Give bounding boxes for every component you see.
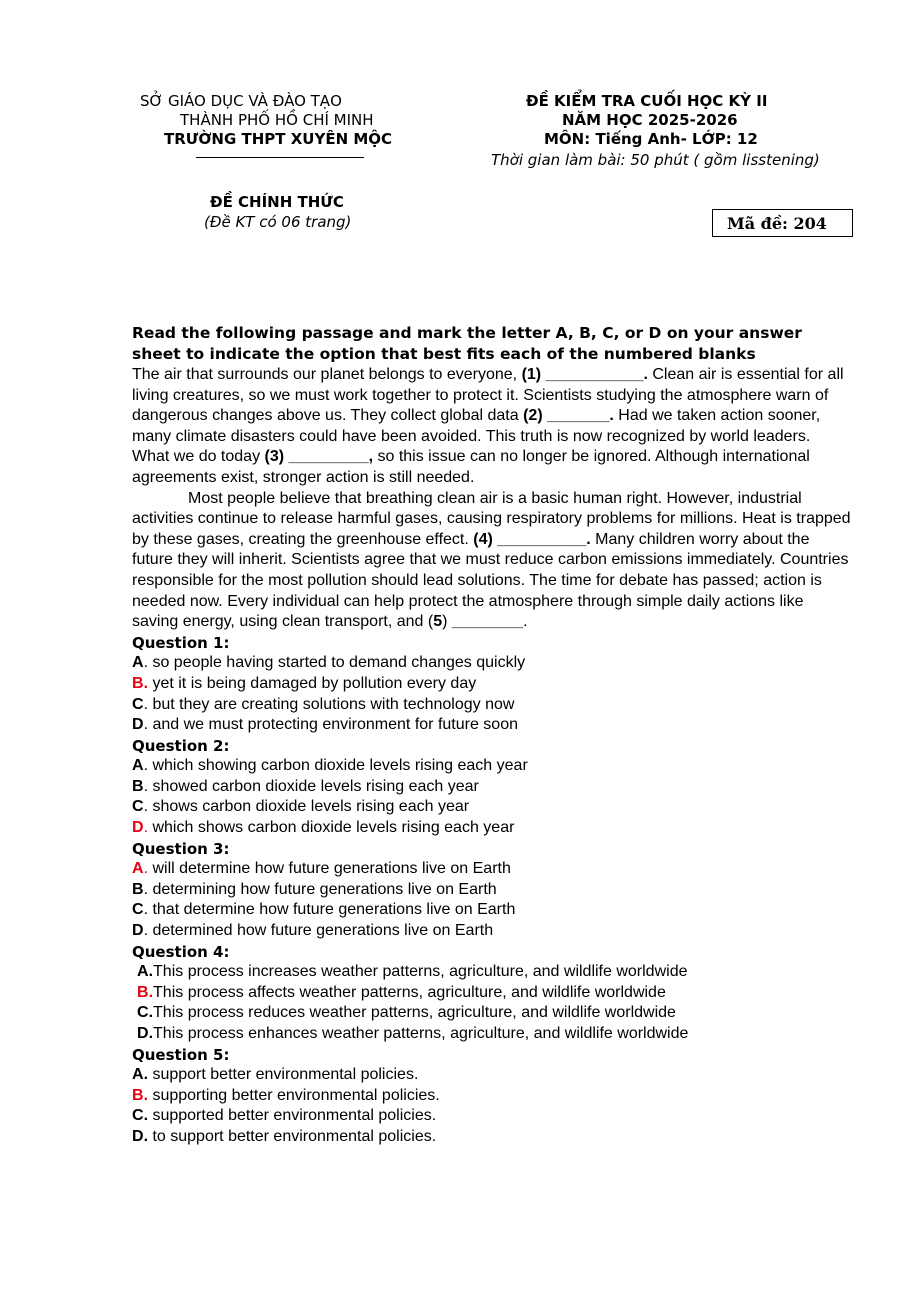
answer-option-d [132, 818, 852, 839]
blank-5-number: 5 [433, 613, 443, 631]
option-separator: . [143, 674, 149, 692]
exam-title: ĐỀ KIỂM TRA CUỐI HỌC KỲ II [526, 92, 768, 110]
option-separator: . [143, 880, 149, 898]
option-letter: B [132, 880, 144, 898]
option-letter: A [132, 757, 144, 775]
option-separator: . [143, 1127, 149, 1145]
option-text: determining how future generations live on Earth [148, 880, 497, 898]
answer-option-d [132, 1127, 852, 1148]
option-text: and we must protecting environment for future soon [148, 716, 518, 734]
option-letter: A [137, 963, 149, 981]
passage-text: . [523, 613, 528, 631]
option-text: This process increases weather patterns, agriculture, and wildlife worldwide [153, 963, 688, 981]
question-title: Question 1: [132, 633, 230, 652]
option-text: will determine how future generations live on Earth [148, 860, 511, 878]
option-text: yet it is being damaged by pollution every day [148, 674, 477, 692]
option-text: This process reduces weather patterns, agriculture, and wildlife worldwide [153, 1004, 676, 1022]
option-letter: C [132, 1107, 144, 1125]
option-text: but they are creating solutions with technology now [148, 695, 515, 713]
answer-option-a [132, 962, 852, 983]
answer-option-b [132, 983, 852, 1004]
city-name: THÀNH PHỐ HỒ CHÍ MINH [180, 111, 374, 129]
passage-paragraph-2 [132, 489, 852, 633]
answer-option-c [132, 1003, 852, 1024]
exam-content [132, 323, 852, 1148]
option-letter: B [137, 983, 149, 1001]
exam-code-box: Mã đề: 204 [712, 209, 853, 237]
option-letter: C [132, 901, 144, 919]
option-text: This process enhances weather patterns, agriculture, and wildlife worldwide [153, 1025, 689, 1042]
option-text: This process affects weather patterns, agriculture, and wildlife worldwide [153, 983, 666, 1001]
question-title: Question 3: [132, 839, 230, 858]
option-separator: . [143, 1107, 149, 1125]
option-letter: D [137, 1025, 149, 1042]
option-separator: . [143, 798, 149, 816]
option-text: showed carbon dioxide levels rising each year [148, 777, 479, 795]
option-letter: A [132, 654, 144, 672]
option-letter: B [132, 674, 144, 692]
option-separator: . [143, 901, 149, 919]
question-list [132, 633, 852, 1148]
answer-option-d [132, 1024, 852, 1045]
answer-option-c [132, 900, 852, 921]
option-text: shows carbon dioxide levels rising each year [148, 798, 470, 816]
option-letter: C [132, 798, 144, 816]
header-divider [196, 157, 364, 158]
answer-option-d [132, 715, 852, 736]
option-separator: . [143, 757, 149, 775]
blank-4: (4) __________. [473, 530, 591, 548]
option-letter: B [132, 1086, 144, 1104]
option-letter: B [132, 777, 144, 795]
school-name: TRƯỜNG THPT XUYÊN MỘC [164, 130, 393, 148]
question-title: Question 4: [132, 942, 230, 961]
passage-text: Most people believe that breathing clean air is a basic human right. However, industrial activities continue to release harmful gases, causing respiratory problems for millions. Heat is trapped by these gases, creating the greenhouse effect. [132, 489, 851, 548]
time-note: Thời gian làm bài: 50 phút ( gồm lisstening) [491, 151, 820, 169]
passage-text: Many children worry about the future they will inherit. Scientists agree that we must reduce carbon emissions immediately. Countries responsible for the most pollution should lead solutions. The time for debate has passed; action is needed now. Every individual can help protect the atmosphere through simple daily actions like saving energy, using clean transport, and ( [132, 530, 849, 631]
blank-5: ________ [451, 613, 524, 631]
option-letter: C [137, 1004, 149, 1022]
answer-option-c [132, 1106, 852, 1127]
option-text: determined how future generations live on Earth [148, 922, 494, 940]
option-letter: D [132, 716, 144, 734]
answer-option-a [132, 859, 852, 880]
option-separator: . [143, 860, 149, 878]
answer-option-a [132, 1065, 852, 1086]
passage-text: ) [442, 613, 452, 631]
answer-option-b [132, 1086, 852, 1107]
option-letter: D [132, 1127, 144, 1145]
pages-note: (Đề KT có 06 trang) [204, 213, 352, 231]
option-text: so people having started to demand changes quickly [148, 654, 526, 672]
option-separator: . [148, 963, 154, 981]
option-text: which shows carbon dioxide levels rising each year [148, 819, 515, 837]
option-text: to support better environmental policies. [148, 1127, 437, 1145]
instruction: Read the following passage and mark the letter A, B, C, or D on your answer sheet to indicate the option that best fits each of the numbered blanks [132, 324, 802, 363]
option-separator: . [143, 695, 149, 713]
blank-2: (2) _______. [523, 407, 614, 425]
option-letter: D [132, 819, 144, 837]
department-name: SỞ GIÁO DỤC VÀ ĐÀO TẠO [140, 92, 342, 110]
blank-3: (3) _________, [264, 448, 374, 466]
answer-option-b [132, 674, 852, 695]
option-separator: . [148, 1025, 154, 1042]
answer-option-b [132, 880, 852, 901]
official-label: ĐỀ CHÍNH THỨC [210, 193, 344, 211]
option-text: supported better environmental policies. [148, 1107, 437, 1125]
option-text: supporting better environmental policies. [148, 1086, 440, 1104]
option-separator: . [143, 777, 149, 795]
answer-option-b [132, 777, 852, 798]
option-letter: A [132, 860, 144, 878]
option-separator: . [143, 922, 149, 940]
option-separator: . [143, 1086, 149, 1104]
passage-text: The air that surrounds our planet belongs to everyone, [132, 366, 522, 383]
answer-option-a [132, 653, 852, 674]
blank-1: (1) ___________. [521, 366, 648, 383]
school-year: NĂM HỌC 2025-2026 [562, 111, 738, 129]
option-letter: D [132, 922, 144, 940]
passage-text: so this issue can no longer be ignored. Although international agreements exist, stronger action is still needed. [132, 448, 810, 486]
passage-text: Had we taken action sooner, many climate disasters could have been avoided. This truth is now recognized by world leaders. What we do today [132, 407, 821, 466]
answer-option-c [132, 695, 852, 716]
option-letter: A [132, 1066, 144, 1084]
answer-option-a [132, 756, 852, 777]
option-separator: . [143, 1066, 149, 1084]
option-text: support better environmental policies. [148, 1066, 419, 1084]
option-separator: . [143, 716, 149, 734]
option-text: which showing carbon dioxide levels rising each year [148, 757, 528, 775]
passage-paragraph-1 [132, 365, 852, 489]
answer-option-c [132, 797, 852, 818]
option-letter: C [132, 695, 144, 713]
option-text: that determine how future generations live on Earth [148, 901, 516, 919]
option-separator: . [143, 654, 149, 672]
question-title: Question 2: [132, 736, 230, 755]
subject-line: MÔN: Tiếng Anh- LỚP: 12 [544, 130, 758, 148]
passage-text: Clean air is essential for all living creatures, so we must work together to protect it. Scientists studying the atmosphere warn of dangerous changes above us. They collect global data [132, 366, 844, 425]
option-separator: . [148, 983, 154, 1001]
question-title: Question 5: [132, 1045, 230, 1064]
option-separator: . [148, 1004, 154, 1022]
answer-option-d [132, 921, 852, 942]
option-separator: . [143, 819, 149, 837]
